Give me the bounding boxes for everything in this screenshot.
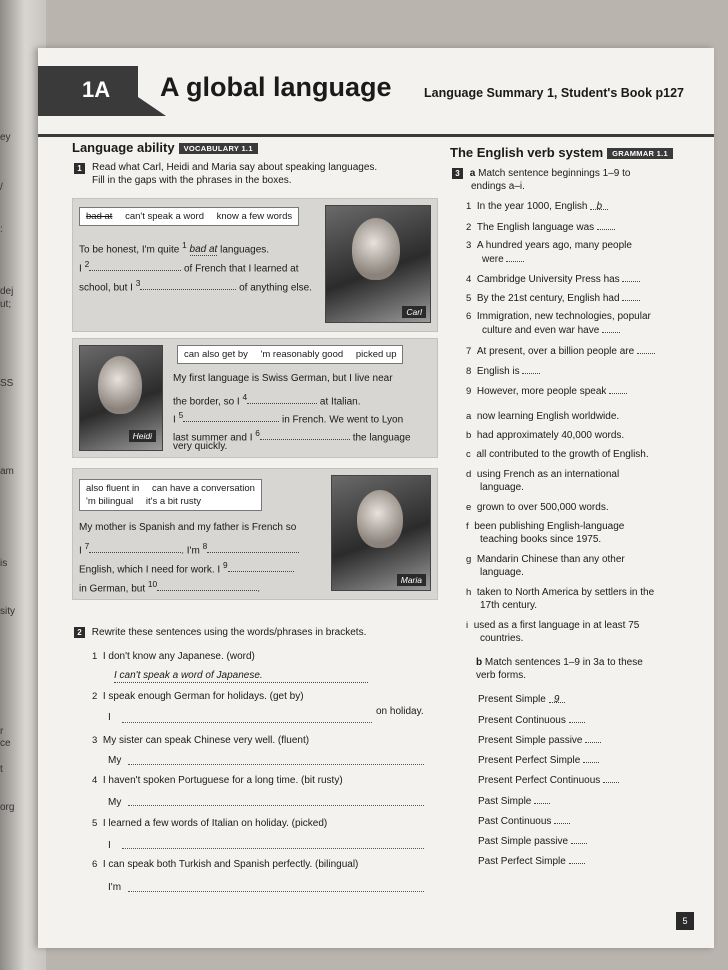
margin-fragment: t xyxy=(0,764,3,775)
carl-line-2: I $^2$ of French that I learned at xyxy=(79,259,299,275)
ex2-end-2: on holiday. xyxy=(376,706,424,717)
phrase-chip: can have a conversation xyxy=(151,483,255,494)
item-number: 6 xyxy=(466,311,472,322)
exercise-number: 2 xyxy=(74,627,85,638)
maria-line-4: in German, but $^{10}$ . xyxy=(79,579,260,595)
item-text: used as a first language in at least 75 xyxy=(473,620,640,631)
gap-3[interactable] xyxy=(140,280,236,290)
heidi-name-label: Heidi xyxy=(129,430,156,442)
item-letter: i xyxy=(466,620,469,631)
beginning-item xyxy=(466,220,615,234)
verb-form-item xyxy=(478,794,550,808)
answer-gap[interactable] xyxy=(506,252,524,262)
answer-gap[interactable] xyxy=(554,814,570,824)
carl-photo xyxy=(325,205,431,323)
item-text: had approximately 40,000 words. xyxy=(476,430,625,441)
phrase-chip: picked up xyxy=(355,349,397,360)
carl-line-3: school, but I $^3$ of anything else. xyxy=(79,278,312,294)
verb-form-label: Present Perfect Continuous xyxy=(478,775,601,786)
heidi-box xyxy=(72,338,438,458)
answer-gap[interactable] xyxy=(637,344,655,354)
item-text: Cambridge University Press has xyxy=(476,274,620,285)
item-text: grown to over 500,000 words. xyxy=(476,502,609,513)
ending-item-cont xyxy=(480,533,601,546)
answer-gap[interactable] xyxy=(583,753,599,763)
exercise-2-text: Rewrite these sentences using the words/phrases in brackets. xyxy=(91,627,367,638)
item-number: 8 xyxy=(466,366,472,377)
item-number: 5 xyxy=(466,293,472,304)
ex2-item-3: 3 My sister can speak Chinese very well. (fluent) xyxy=(92,735,310,746)
item-letter: c xyxy=(466,449,471,460)
gap-5[interactable] xyxy=(183,412,279,422)
verb-form-item xyxy=(478,773,619,787)
verb-form-item xyxy=(478,854,585,868)
maria-name-label: Maria xyxy=(397,574,426,586)
heidi-line-5: very quickly. xyxy=(173,441,228,452)
header-rule xyxy=(38,134,714,137)
page-title: A global language xyxy=(160,72,392,102)
answer-gap[interactable]: 9 xyxy=(549,693,565,703)
answer-gap[interactable] xyxy=(609,384,627,394)
verb-form-item xyxy=(478,713,585,727)
item-number: 4 xyxy=(466,274,472,285)
ex2-answer-line-5[interactable] xyxy=(122,848,424,849)
summary-reference: Language Summary 1, Student's Book p127 xyxy=(424,86,684,100)
exercise-3b-instruction-2: verb forms. xyxy=(476,670,527,681)
gap-4[interactable] xyxy=(247,394,317,404)
exercise-3a-instruction: 3 a Match sentence beginnings 1–9 to xyxy=(452,167,630,180)
item-text: English is xyxy=(476,366,520,377)
margin-fragment: sity xyxy=(0,606,15,617)
margin-fragment: SS xyxy=(0,378,14,389)
chip-row xyxy=(86,483,255,494)
exercise-1-instruction xyxy=(74,162,85,175)
phrase-chip: know a few words xyxy=(216,211,293,222)
exercise-number: 1 xyxy=(74,163,85,174)
maria-phrase-box xyxy=(79,479,262,511)
item-text: Immigration, new technologies, popular xyxy=(476,311,651,322)
margin-fragment: dej xyxy=(0,286,14,297)
phrase-chip: 'm reasonably good xyxy=(260,349,344,360)
item-text: A hundred years ago, many people xyxy=(476,240,632,251)
section-heading-grammar xyxy=(450,145,673,160)
page-number: 5 xyxy=(676,912,694,930)
ex2-start-3: My xyxy=(108,755,122,766)
ex2-answer-line-6[interactable] xyxy=(128,891,424,892)
margin-fragment: / xyxy=(0,182,3,193)
answer-1: bad at xyxy=(189,244,218,256)
item-letter: d xyxy=(466,469,472,480)
item-text: using French as an international xyxy=(476,469,620,480)
answer-gap[interactable] xyxy=(569,854,585,864)
gap-2[interactable] xyxy=(89,261,181,271)
verb-form-item xyxy=(478,753,599,767)
item-text: taken to North America by settlers in the xyxy=(476,587,655,598)
beginning-item xyxy=(466,272,640,286)
heidi-line-4: last summer and I $^6$ the language xyxy=(173,428,411,444)
chip-row xyxy=(86,496,255,507)
carl-name-label: Carl xyxy=(402,306,426,318)
item-letter: b xyxy=(466,430,472,441)
ex2-answer-line-2[interactable] xyxy=(122,722,372,723)
grammar-tag: GRAMMAR 1.1 xyxy=(607,148,673,159)
answer-gap[interactable] xyxy=(622,272,640,282)
carl-face xyxy=(352,218,400,280)
beginning-item-cont xyxy=(482,252,524,266)
verb-form-item xyxy=(478,834,587,848)
ex2-answer-line-3[interactable] xyxy=(128,764,424,765)
ending-item xyxy=(466,619,639,632)
margin-fragment: am xyxy=(0,466,14,477)
item-number: 9 xyxy=(466,386,472,397)
item-text: In the year 1000, English xyxy=(476,201,588,212)
exercise-1-text: Read what Carl, Heidi and Maria say about speaking languages. Fill in the gaps with the phrases in the boxes. xyxy=(92,162,378,186)
item-text: all contributed to the growth of English. xyxy=(476,449,649,460)
ending-item xyxy=(466,448,649,461)
answer-gap[interactable] xyxy=(602,323,620,333)
unit-header xyxy=(38,66,714,116)
verb-form-label: Present Simple xyxy=(478,694,546,705)
maria-face xyxy=(357,490,403,548)
item-text: culture and even war have xyxy=(482,325,600,336)
unit-number: 1A xyxy=(82,77,111,102)
ex2-start-5: I xyxy=(108,840,111,851)
maria-box xyxy=(72,468,438,600)
margin-fragment: ut; xyxy=(0,299,12,310)
ending-item xyxy=(466,410,619,423)
maria-photo xyxy=(331,475,431,591)
item-text: now learning English worldwide. xyxy=(476,411,620,422)
ex2-answer-line-4[interactable] xyxy=(128,805,424,806)
item-letter: h xyxy=(466,587,472,598)
margin-fragment: is xyxy=(0,558,8,569)
phrase-chip: can't speak a word xyxy=(125,211,204,222)
ending-item xyxy=(466,501,609,514)
margin-fragment: ey xyxy=(0,132,11,143)
ending-item xyxy=(466,429,624,442)
phrase-chip: can also get by xyxy=(184,349,248,360)
heidi-photo xyxy=(79,345,163,451)
item-number: 7 xyxy=(466,346,472,357)
verb-form-label: Present Perfect Simple xyxy=(478,755,581,766)
phrase-chip: bad at xyxy=(86,211,113,222)
beginning-item xyxy=(466,344,655,358)
section-title: Language ability xyxy=(72,140,175,155)
heidi-line-1: My first language is Swiss German, but I live near xyxy=(173,373,393,384)
vocabulary-tag: VOCABULARY 1.1 xyxy=(179,143,258,154)
maria-line-1: My mother is Spanish and my father is French so xyxy=(79,522,297,533)
margin-fragment: r xyxy=(0,726,4,737)
beginning-item xyxy=(466,239,632,252)
answer-gap[interactable] xyxy=(622,291,640,301)
item-text: were xyxy=(482,254,504,265)
verb-form-item xyxy=(478,693,565,706)
carl-phrase-box xyxy=(79,207,299,226)
gap-10[interactable] xyxy=(157,581,257,591)
beginning-item xyxy=(466,310,651,323)
ex2-start-4: My xyxy=(108,797,122,808)
gap-6[interactable] xyxy=(260,430,350,440)
gap-9[interactable] xyxy=(228,562,294,572)
margin-fragment: org xyxy=(0,802,15,813)
item-text: countries. xyxy=(480,633,524,644)
beginning-item-cont xyxy=(482,323,620,337)
ex2-item-6: 6 I can speak both Turkish and Spanish perfectly. (bilingual) xyxy=(92,859,359,870)
heidi-phrase-box xyxy=(177,345,403,364)
item-text: The English language was xyxy=(476,222,595,233)
item-letter: a xyxy=(466,411,472,422)
beginning-item xyxy=(466,364,540,378)
answer-gap[interactable] xyxy=(571,834,587,844)
item-letter: e xyxy=(466,502,472,513)
item-text: teaching books since 1975. xyxy=(480,534,602,545)
answer-gap[interactable] xyxy=(603,773,619,783)
answer-gap[interactable] xyxy=(585,733,601,743)
verb-form-label: Past Simple passive xyxy=(478,836,569,847)
phrase-chip: also fluent in xyxy=(86,483,140,494)
verb-form-item xyxy=(478,814,570,828)
exercise-2-instruction xyxy=(74,626,366,639)
item-text: language. xyxy=(480,482,524,493)
item-number: 2 xyxy=(466,222,472,233)
item-text: However, more people speak xyxy=(476,386,607,397)
gap-7[interactable] xyxy=(89,543,181,553)
maria-line-2: I $^7$ . I'm $^8$ xyxy=(79,540,299,557)
beginning-item xyxy=(466,384,627,398)
answer-gap[interactable] xyxy=(569,713,585,723)
ex2-start-2: I xyxy=(108,712,111,723)
verb-form-label: Present Continuous xyxy=(478,715,566,726)
item-letter: f xyxy=(466,521,469,532)
ending-item xyxy=(466,586,654,599)
ex2-answer-1: I can't speak a word of Japanese. xyxy=(114,669,368,683)
beginning-item xyxy=(466,200,608,213)
answer-gap[interactable]: b xyxy=(590,200,608,210)
ex2-item-1: 1 I don't know any Japanese. (word) xyxy=(92,651,255,662)
verb-form-label: Past Perfect Simple xyxy=(478,856,566,867)
exercise-3a-instruction-2: endings a–i. xyxy=(471,181,525,192)
heidi-line-2: the border, so I $^4$ at Italian. xyxy=(173,392,361,408)
verb-form-item xyxy=(478,733,601,747)
ending-item xyxy=(466,553,625,566)
answer-gap[interactable] xyxy=(534,794,550,804)
ex2-item-4: 4 I haven't spoken Portuguese for a long time. (bit rusty) xyxy=(92,775,343,786)
item-text: language. xyxy=(480,567,524,578)
phrase-chip: it's a bit rusty xyxy=(145,496,202,507)
ending-item xyxy=(466,520,624,533)
gap-8[interactable] xyxy=(207,543,299,553)
margin-fragment: : xyxy=(0,224,3,235)
ex2-item-5: 5 I learned a few words of Italian on holiday. (picked) xyxy=(92,818,328,829)
verb-form-label: Past Continuous xyxy=(478,816,552,827)
item-number: 3 xyxy=(466,240,472,251)
section-title: The English verb system xyxy=(450,145,604,160)
section-heading-vocabulary xyxy=(72,140,258,155)
verb-form-label: Past Simple xyxy=(478,796,532,807)
ending-item-cont xyxy=(480,566,524,579)
answer-gap[interactable] xyxy=(597,220,615,230)
item-text: By the 21st century, English had xyxy=(476,293,620,304)
ex2-item-2: 2 I speak enough German for holidays. (get by) xyxy=(92,691,304,702)
phrase-chip: 'm bilingual xyxy=(86,496,134,507)
item-letter: g xyxy=(466,554,472,565)
beginning-item xyxy=(466,291,640,305)
ex2-start-6: I'm xyxy=(108,882,122,893)
ending-item-cont xyxy=(480,599,537,612)
carl-line-1: To be honest, I'm quite $^1$ bad at languages. xyxy=(79,240,270,256)
exercise-number: 3 xyxy=(452,168,463,179)
carl-box xyxy=(72,198,438,332)
item-text: At present, over a billion people are xyxy=(476,346,635,357)
maria-line-3: English, which I need for work. I $^9$ xyxy=(79,559,294,576)
ending-item xyxy=(466,468,619,481)
ending-item-cont xyxy=(480,481,524,494)
item-text: Mandarin Chinese than any other xyxy=(476,554,625,565)
heidi-face xyxy=(98,356,142,414)
item-text: 17th century. xyxy=(480,600,538,611)
workbook-page xyxy=(38,48,714,948)
item-number: 1 xyxy=(466,201,472,212)
heidi-line-3: I $^5$ in French. We went to Lyon xyxy=(173,410,404,426)
ending-item-cont xyxy=(480,632,523,645)
margin-fragment: ce xyxy=(0,738,11,749)
exercise-3b-instruction: b Match sentences 1–9 in 3a to these xyxy=(476,657,643,668)
item-text: been publishing English-language xyxy=(474,521,625,532)
verb-form-label: Present Simple passive xyxy=(478,735,583,746)
answer-gap[interactable] xyxy=(522,364,540,374)
